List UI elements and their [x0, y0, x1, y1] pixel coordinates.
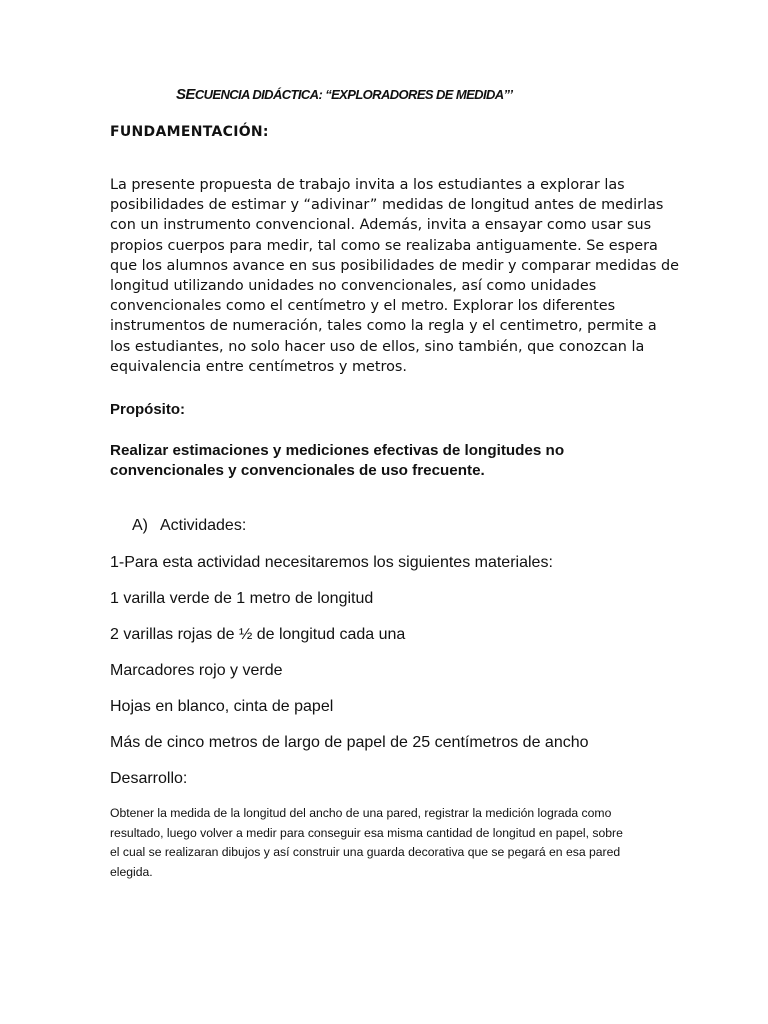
material-item: Más de cinco metros de largo de papel de 25 centímetros de ancho [110, 734, 589, 751]
paragraph-line: con un instrumento convencional. Además, invita a ensayar como usar sus [110, 217, 652, 234]
materials-intro: 1-Para esta actividad necesitaremos los siguientes materiales: [110, 554, 553, 571]
title-lead: SE [176, 86, 195, 103]
paragraph-line: los estudiantes, no solo hacer uso de ellos, sino también, que conozcan la [110, 338, 645, 355]
paragraph-line: convencionales como el centímetro y el metro. Explorar los diferentes [110, 298, 616, 315]
list-marker: A) [132, 517, 148, 534]
desarrollo-heading: Desarrollo: [110, 770, 188, 787]
proposito-statement [110, 441, 564, 481]
desarrollo-paragraph [110, 804, 670, 882]
fundamentacion-paragraph [110, 175, 680, 377]
material-item: 1 varilla verde de 1 metro de longitud [110, 590, 374, 607]
paragraph-line: resultado, luego volver a medir para conseguir esa misma cantidad de longitud en papel, sobre [110, 825, 623, 840]
material-item: 2 varillas rojas de ½ de longitud cada una [110, 626, 406, 643]
paragraph-line: instrumentos de numeración, tales como la regla y el centimetro, permite a [110, 318, 657, 335]
paragraph-line: que los alumnos avance en sus posibilidades de medir y comparar medidas de [110, 257, 680, 274]
paragraph-line: longitud utilizando unidades no convencionales, así como unidades [110, 277, 597, 294]
paragraph-line: equivalencia entre centímetros y metros. [110, 358, 407, 375]
title-rest: CUENCIA DIDÁCTICA: “EXPLORADORES DE MEDIDA”’ [194, 87, 513, 102]
activities-label: Actividades: [160, 517, 247, 534]
paragraph-line: elegida. [110, 864, 153, 879]
fundamentacion-heading: FUNDAMENTACIÓN: [110, 124, 269, 140]
paragraph-line: propios cuerpos para medir, tal como se realizaba antiguamente. Se espera [110, 237, 658, 254]
material-item: Hojas en blanco, cinta de papel [110, 698, 334, 715]
document-title [176, 86, 512, 103]
statement-line: convencionales y convencionales de uso frecuente. [110, 462, 485, 479]
paragraph-line: Obtener la medida de la longitud del ancho de una pared, registrar la medición lograda como [110, 806, 612, 820]
paragraph-line: posibilidades de estimar y “adivinar” medidas de longitud antes de medirlas [110, 197, 664, 214]
proposito-heading: Propósito: [110, 401, 185, 418]
material-item: Marcadores rojo y verde [110, 662, 283, 679]
statement-line: Realizar estimaciones y mediciones efectivas de longitudes no [110, 442, 565, 459]
paragraph-line: La presente propuesta de trabajo invita a los estudiantes a explorar las [110, 177, 625, 193]
activities-heading [132, 517, 246, 535]
paragraph-line: el cual se realizaran dibujos y así construir una guarda decorativa que se pegará en esa pared [110, 845, 621, 859]
